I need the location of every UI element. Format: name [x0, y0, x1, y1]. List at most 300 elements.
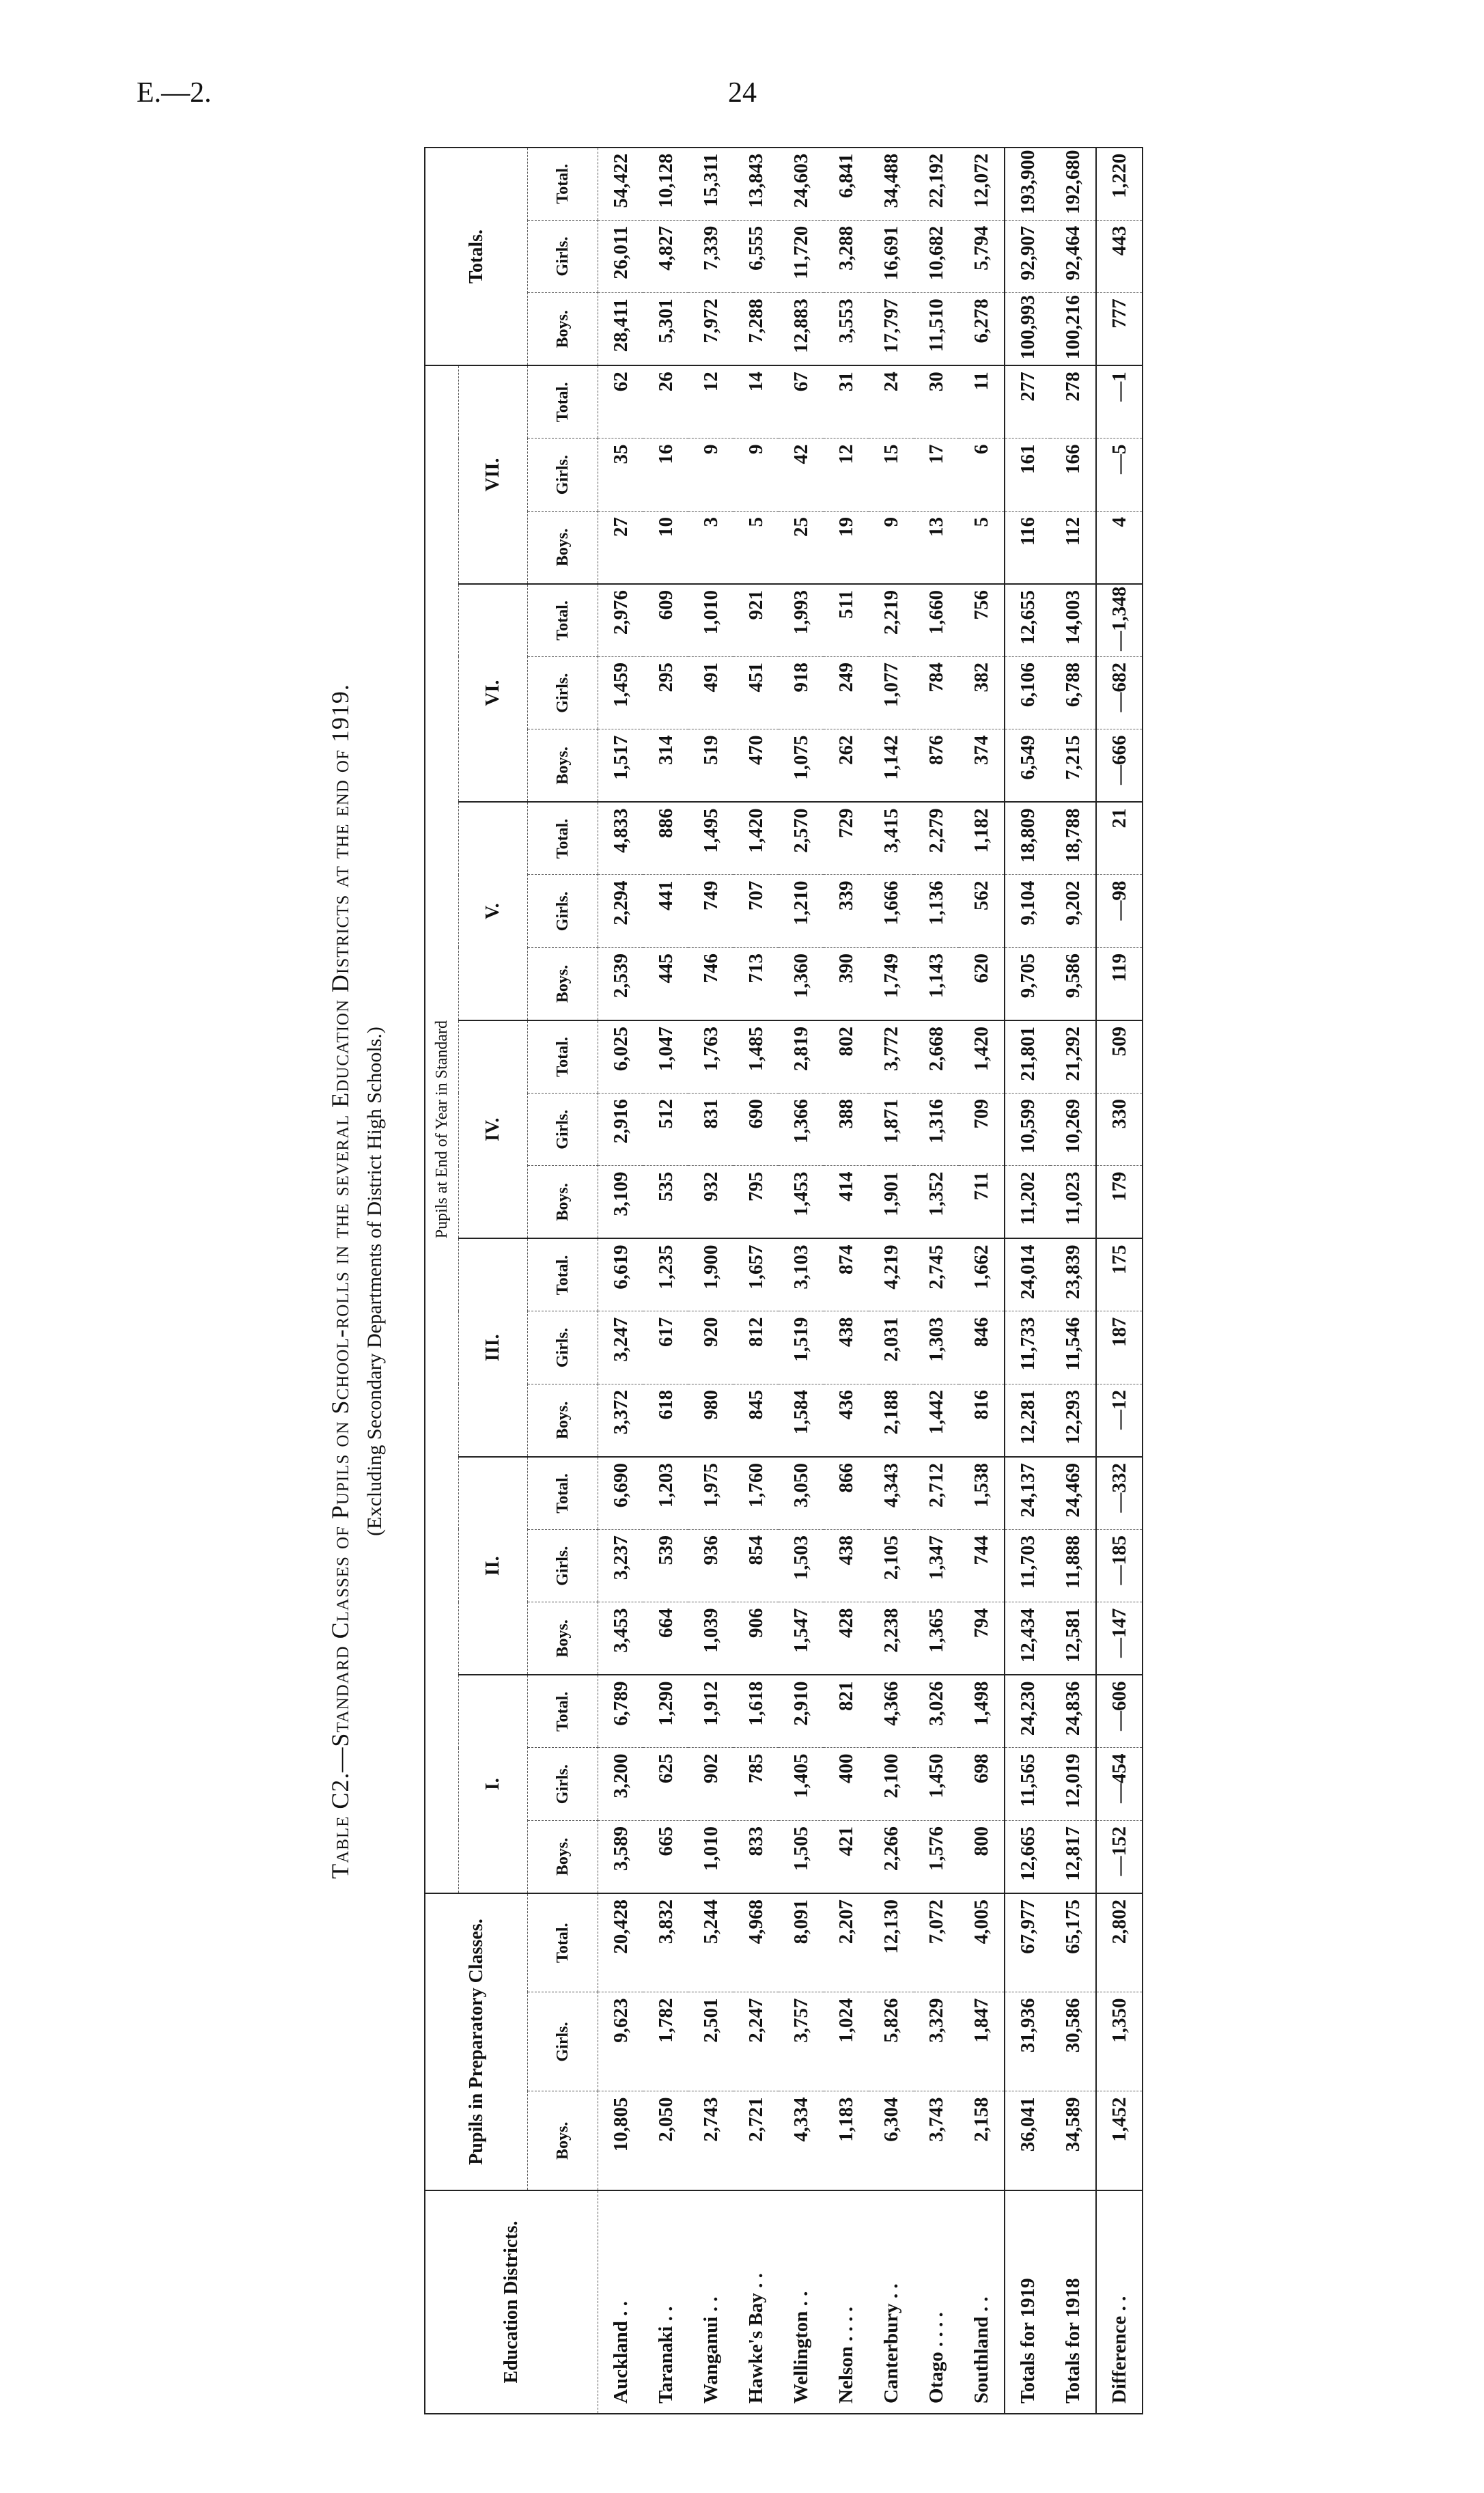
table-cell: 1,290	[643, 1675, 688, 1748]
table-cell: 511	[824, 584, 869, 657]
table-cell: 1,347	[914, 1529, 959, 1602]
table-cell: 116	[1005, 511, 1050, 584]
table-cell: 11,720	[779, 220, 824, 293]
table-cell: 12	[688, 365, 733, 438]
table-cell: 2,050	[643, 2091, 688, 2190]
table-row	[824, 148, 869, 2414]
table-cell: 1,352	[914, 1166, 959, 1239]
table-cell: 16	[643, 438, 688, 512]
table-cell: 4,334	[779, 2091, 824, 2190]
table-cell: 9,623	[598, 1992, 644, 2091]
table-cell: 3,453	[598, 1602, 644, 1675]
table-cell: 2,188	[869, 1384, 914, 1457]
table-cell: 62	[598, 365, 644, 438]
table-cell: 28,411	[598, 293, 644, 366]
header-girls: Girls.	[528, 1529, 598, 1602]
table-cell: 1,442	[914, 1384, 959, 1457]
table-cell: 2,207	[824, 1893, 869, 1992]
table-cell: 1,420	[959, 1020, 1005, 1094]
table-cell: 262	[824, 729, 869, 803]
table-cell: 746	[688, 947, 733, 1020]
table-cell: 1,660	[914, 584, 959, 657]
table-cell: 21,801	[1005, 1020, 1050, 1094]
table-cell: 609	[643, 584, 688, 657]
table-cell: 428	[824, 1602, 869, 1675]
table-cell: 2,100	[869, 1748, 914, 1821]
table-cell: 23,839	[1050, 1238, 1096, 1311]
table-cell: 2,712	[914, 1457, 959, 1530]
table-cell: 12,281	[1005, 1384, 1050, 1457]
table-cell: 1,485	[733, 1020, 779, 1094]
table-cell: 3,247	[598, 1311, 644, 1384]
table-cell: 921	[733, 584, 779, 657]
table-cell: 2,105	[869, 1529, 914, 1602]
table-cell: 9,586	[1050, 947, 1096, 1020]
table-cell: 24,230	[1005, 1675, 1050, 1748]
table-cell: 711	[959, 1166, 1005, 1239]
table-cell: 920	[688, 1311, 733, 1384]
table-cell: 906	[733, 1602, 779, 1675]
table-cell: 24,137	[1005, 1457, 1050, 1530]
header-girls: Girls.	[528, 1311, 598, 1384]
table-cell: 34,589	[1050, 2091, 1096, 2190]
table-cell: 7,072	[914, 1893, 959, 1992]
table-cell: 166	[1050, 438, 1096, 512]
table-row	[869, 148, 914, 2414]
table-cell: 24,836	[1050, 1675, 1096, 1748]
table-cell: 11,733	[1005, 1311, 1050, 1384]
table-cell: 1,749	[869, 947, 914, 1020]
table-cell: 12,655	[1005, 584, 1050, 657]
table-cell: 436	[824, 1384, 869, 1457]
table-cell: 11,023	[1050, 1166, 1096, 1239]
table-cell: 713	[733, 947, 779, 1020]
table-cell: —1,348	[1096, 584, 1143, 657]
table-cell: 2,916	[598, 1093, 644, 1166]
table-cell: 67	[779, 365, 824, 438]
table-cell: 9,104	[1005, 875, 1050, 948]
table-cell: 3,050	[779, 1457, 824, 1530]
table-cell: —332	[1096, 1457, 1143, 1530]
table-cell: 866	[824, 1457, 869, 1530]
header-standard-5: V.	[459, 802, 528, 1020]
table-cell: 7,215	[1050, 729, 1096, 803]
table-cell: 2,266	[869, 1820, 914, 1893]
header-total: Total.	[528, 365, 598, 438]
district-name: Nelson . . . .	[824, 2190, 869, 2414]
table-cell: 6,555	[733, 220, 779, 293]
table-cell: 13,843	[733, 148, 779, 221]
table-row	[733, 148, 779, 2414]
table-cell: —98	[1096, 875, 1143, 948]
table-cell: 1,136	[914, 875, 959, 948]
header-standard: Pupils at End of Year in Standard	[425, 365, 459, 1893]
header-total: Total.	[528, 148, 598, 221]
header-standard-4: IV.	[459, 1020, 528, 1239]
table-cell: —12	[1096, 1384, 1143, 1457]
header-girls: Girls.	[528, 656, 598, 729]
table-cell: 441	[643, 875, 688, 948]
table-cell: 421	[824, 1820, 869, 1893]
table-cell: 438	[824, 1311, 869, 1384]
header-total: Total.	[528, 1238, 598, 1311]
table-cell: 1,182	[959, 802, 1005, 875]
table-cell: 854	[733, 1529, 779, 1602]
table-cell: 1,450	[914, 1748, 959, 1821]
header-standard-3: III.	[459, 1238, 528, 1457]
table-cell: 3,757	[779, 1992, 824, 2091]
table-cell: 744	[959, 1529, 1005, 1602]
table-cell: 119	[1096, 947, 1143, 1020]
table-cell: 10,128	[643, 148, 688, 221]
header-total: Total.	[528, 1675, 598, 1748]
table-cell: 11,546	[1050, 1311, 1096, 1384]
table-cell: 3,415	[869, 802, 914, 875]
table-cell: 690	[733, 1093, 779, 1166]
table-cell: 193,900	[1005, 148, 1050, 221]
header-standard-2: II.	[459, 1457, 528, 1675]
table-cell: 509	[1096, 1020, 1143, 1094]
table-cell: 9,705	[1005, 947, 1050, 1020]
table-cell: —185	[1096, 1529, 1143, 1602]
table-cell: 1,657	[733, 1238, 779, 1311]
table-cell: 445	[643, 947, 688, 1020]
table-cell: 7,288	[733, 293, 779, 366]
table-cell: 1,024	[824, 1992, 869, 2091]
table-cell: 10,599	[1005, 1093, 1050, 1166]
table-cell: 932	[688, 1166, 733, 1239]
table-cell: 22,192	[914, 148, 959, 221]
table-cell: 1,183	[824, 2091, 869, 2190]
table-cell: 390	[824, 947, 869, 1020]
table-cell: 16,691	[869, 220, 914, 293]
table-cell: 314	[643, 729, 688, 803]
table-cell: 12	[824, 438, 869, 512]
district-name: Taranaki . .	[643, 2190, 688, 2414]
table-cell: 4,366	[869, 1675, 914, 1748]
table-cell: 4	[1096, 511, 1143, 584]
table-cell: 339	[824, 875, 869, 948]
table-cell: 5	[959, 511, 1005, 584]
header-total: Total.	[528, 1893, 598, 1992]
table-cell: 6,304	[869, 2091, 914, 2190]
table-cell: 112	[1050, 511, 1096, 584]
table-cell: 2,247	[733, 1992, 779, 2091]
table-cell: 9,202	[1050, 875, 1096, 948]
table-cell: 92,907	[1005, 220, 1050, 293]
table-cell: 512	[643, 1093, 688, 1166]
table-cell: 1,010	[688, 584, 733, 657]
table-cell: 1,210	[779, 875, 824, 948]
table-cell: 936	[688, 1529, 733, 1602]
table-cell: 6,789	[598, 1675, 644, 1748]
table-cell: 1,047	[643, 1020, 688, 1094]
table-title: Table C2.—Standard Classes of Pupils on School-rolls in the several Education Districts at the end of 1919.	[326, 684, 354, 1879]
table-cell: 12,130	[869, 1893, 914, 1992]
table-cell: 1,584	[779, 1384, 824, 1457]
table-cell: 17,797	[869, 293, 914, 366]
district-name: Totals for 1919	[1005, 2190, 1050, 2414]
table-cell: 1,993	[779, 584, 824, 657]
table-cell: 7,339	[688, 220, 733, 293]
table-cell: 42	[779, 438, 824, 512]
header-boys: Boys.	[528, 2091, 598, 2190]
table-cell: 2,501	[688, 1992, 733, 2091]
table-cell: 1,847	[959, 1992, 1005, 2091]
table-cell: 2,976	[598, 584, 644, 657]
table-cell: 6,690	[598, 1457, 644, 1530]
table-cell: 749	[688, 875, 733, 948]
table-cell: 11,510	[914, 293, 959, 366]
table-cell: 25	[779, 511, 824, 584]
table-cell: —682	[1096, 656, 1143, 729]
table-cell: 3,832	[643, 1893, 688, 1992]
table-cell: 1,495	[688, 802, 733, 875]
table-cell: 1,303	[914, 1311, 959, 1384]
district-name: Auckland . .	[598, 2190, 644, 2414]
header-boys: Boys.	[528, 947, 598, 1020]
table-cell: 1,350	[1096, 1992, 1143, 2091]
table-cell: 24,014	[1005, 1238, 1050, 1311]
table-cell: 2,721	[733, 2091, 779, 2190]
table-cell: 2,294	[598, 875, 644, 948]
table-cell: 833	[733, 1820, 779, 1893]
table-cell: 1,900	[688, 1238, 733, 1311]
table-cell: 1,405	[779, 1748, 824, 1821]
table-cell: 1,763	[688, 1020, 733, 1094]
table-cell: 12,883	[779, 293, 824, 366]
header-girls: Girls.	[528, 875, 598, 948]
header-boys: Boys.	[528, 1166, 598, 1239]
table-cell: 821	[824, 1675, 869, 1748]
table-cell: 31	[824, 365, 869, 438]
table-cell: 5,301	[643, 293, 688, 366]
table-cell: 10,682	[914, 220, 959, 293]
table-cell: 12,434	[1005, 1602, 1050, 1675]
table-cell: 249	[824, 656, 869, 729]
table-cell: 278	[1050, 365, 1096, 438]
table-cell: 2,279	[914, 802, 959, 875]
table-cell: 2,570	[779, 802, 824, 875]
table-cell: —666	[1096, 729, 1143, 803]
table-cell: 562	[959, 875, 1005, 948]
district-name: Wellington . .	[779, 2190, 824, 2414]
table-cell: 30,586	[1050, 1992, 1096, 2091]
table-cell: 2,219	[869, 584, 914, 657]
header-standard-7: VII.	[459, 365, 528, 584]
table-cell: 330	[1096, 1093, 1143, 1166]
table-cell: 6,841	[824, 148, 869, 221]
table-cell: 21	[1096, 802, 1143, 875]
table-cell: 707	[733, 875, 779, 948]
table-cell: 438	[824, 1529, 869, 1602]
table-cell: 12,817	[1050, 1820, 1096, 1893]
table-cell: 785	[733, 1748, 779, 1821]
table-row	[1005, 148, 1050, 2414]
header-boys: Boys.	[528, 293, 598, 366]
header-total: Total.	[528, 584, 598, 657]
table-cell: 1,203	[643, 1457, 688, 1530]
table-cell: 15,311	[688, 148, 733, 221]
table-cell: 1,912	[688, 1675, 733, 1748]
table-cell: 1,901	[869, 1166, 914, 1239]
table-cell: 1,505	[779, 1820, 824, 1893]
table-cell: 15	[869, 438, 914, 512]
table-cell: 30	[914, 365, 959, 438]
table-cell: 6,619	[598, 1238, 644, 1311]
table-cell: 491	[688, 656, 733, 729]
table-cell: 187	[1096, 1311, 1143, 1384]
table-cell: 400	[824, 1748, 869, 1821]
table-cell: 20,428	[598, 1893, 644, 1992]
table-cell: 1,576	[914, 1820, 959, 1893]
table-cell: 812	[733, 1311, 779, 1384]
table-cell: 1,365	[914, 1602, 959, 1675]
table-cell: 2,910	[779, 1675, 824, 1748]
table-cell: 795	[733, 1166, 779, 1239]
table-cell: 1,519	[779, 1311, 824, 1384]
table-cell: 27	[598, 511, 644, 584]
header-districts: Education Districts.	[425, 2190, 598, 2414]
table-cell: 625	[643, 1748, 688, 1821]
table-cell: 1,975	[688, 1457, 733, 1530]
table-cell: 4,005	[959, 1893, 1005, 1992]
table-cell: 617	[643, 1311, 688, 1384]
header-total: Total.	[528, 1457, 598, 1530]
table-cell: 1,420	[733, 802, 779, 875]
table-cell: 2,031	[869, 1311, 914, 1384]
table-cell: 161	[1005, 438, 1050, 512]
header-girls: Girls.	[528, 1093, 598, 1166]
table-cell: 10	[643, 511, 688, 584]
table-cell: 845	[733, 1384, 779, 1457]
table-cell: 192,680	[1050, 148, 1096, 221]
table-cell: 19	[824, 511, 869, 584]
district-name: Wanganui . .	[688, 2190, 733, 2414]
district-name: Totals for 1918	[1050, 2190, 1096, 2414]
table-cell: 777	[1096, 293, 1143, 366]
table-cell: 4,343	[869, 1457, 914, 1530]
table-row	[914, 148, 959, 2414]
header-boys: Boys.	[528, 1384, 598, 1457]
table-cell: 374	[959, 729, 1005, 803]
header-boys: Boys.	[528, 511, 598, 584]
table-cell: 756	[959, 584, 1005, 657]
table-cell: 26	[643, 365, 688, 438]
table-cell: 3,372	[598, 1384, 644, 1457]
header-totals: Totals.	[425, 148, 528, 366]
table-cell: 620	[959, 947, 1005, 1020]
table-cell: 100,993	[1005, 293, 1050, 366]
table-cell: 1,662	[959, 1238, 1005, 1311]
table-cell: 802	[824, 1020, 869, 1094]
table-cell: —152	[1096, 1820, 1143, 1893]
table-cell: 800	[959, 1820, 1005, 1893]
table-cell: 3,103	[779, 1238, 824, 1311]
table-cell: 388	[824, 1093, 869, 1166]
table-cell: 1,077	[869, 656, 914, 729]
table-cell: 6,278	[959, 293, 1005, 366]
table-cell: 519	[688, 729, 733, 803]
table-cell: 2,539	[598, 947, 644, 1020]
table-row	[959, 148, 1005, 2414]
table-cell: 11,703	[1005, 1529, 1050, 1602]
table-container	[424, 148, 1148, 2414]
table-cell: 11	[959, 365, 1005, 438]
header-standard-6: VI.	[459, 584, 528, 803]
table-cell: 17	[914, 438, 959, 512]
table-cell: 3,237	[598, 1529, 644, 1602]
table-cell: 35	[598, 438, 644, 512]
table-cell: 698	[959, 1748, 1005, 1821]
table-cell: 6,549	[1005, 729, 1050, 803]
table-cell: 451	[733, 656, 779, 729]
table-cell: 4,833	[598, 802, 644, 875]
table-cell: 1,871	[869, 1093, 914, 1166]
table-cell: 24,603	[779, 148, 824, 221]
table-cell: 36,041	[1005, 2091, 1050, 2190]
table-cell: 8,091	[779, 1893, 824, 1992]
table-cell: 277	[1005, 365, 1050, 438]
table-cell: 24,469	[1050, 1457, 1096, 1530]
district-name: Difference . .	[1096, 2190, 1143, 2414]
table-cell: 918	[779, 656, 824, 729]
table-cell: 1,547	[779, 1602, 824, 1675]
district-name: Hawke's Bay . .	[733, 2190, 779, 2414]
table-cell: 2,158	[959, 2091, 1005, 2190]
table-cell: 3,553	[824, 293, 869, 366]
header-total: Total.	[528, 1020, 598, 1094]
table-cell: 11,565	[1005, 1748, 1050, 1821]
table-subtitle: (Excluding Secondary Departments of District High Schools.)	[363, 1027, 386, 1536]
table-cell: 1,503	[779, 1529, 824, 1602]
table-cell: —606	[1096, 1675, 1143, 1748]
table-cell: 1,517	[598, 729, 644, 803]
table-cell: 3,329	[914, 1992, 959, 2091]
table-cell: 2,745	[914, 1238, 959, 1311]
header-boys: Boys.	[528, 729, 598, 803]
table-cell: 1,316	[914, 1093, 959, 1166]
table-cell: 10,805	[598, 2091, 644, 2190]
district-name: Canterbury . .	[869, 2190, 914, 2414]
table-cell: 3	[688, 511, 733, 584]
table-cell: 9	[688, 438, 733, 512]
table-cell: 665	[643, 1820, 688, 1893]
page-number: 24	[728, 77, 757, 109]
header-boys: Boys.	[528, 1602, 598, 1675]
table-cell: 1,498	[959, 1675, 1005, 1748]
table-cell: 5,826	[869, 1992, 914, 2091]
header-girls: Girls.	[528, 1992, 598, 2091]
table-cell: 14	[733, 365, 779, 438]
header-preparatory: Pupils in Preparatory Classes.	[425, 1893, 528, 2190]
table-cell: 414	[824, 1166, 869, 1239]
table-row	[1096, 148, 1143, 2414]
header-total: Total.	[528, 802, 598, 875]
table-cell: 980	[688, 1384, 733, 1457]
table-cell: 3,200	[598, 1748, 644, 1821]
table-cell: 382	[959, 656, 1005, 729]
table-row	[688, 148, 733, 2414]
table-cell: 3,026	[914, 1675, 959, 1748]
table-cell: 2,802	[1096, 1893, 1143, 1992]
table-cell: 92,464	[1050, 220, 1096, 293]
table-cell: 6,025	[598, 1020, 644, 1094]
table-cell: 21,292	[1050, 1020, 1096, 1094]
table-row	[1050, 148, 1096, 2414]
table-cell: 65,175	[1050, 1893, 1096, 1992]
table-cell: 5,794	[959, 220, 1005, 293]
